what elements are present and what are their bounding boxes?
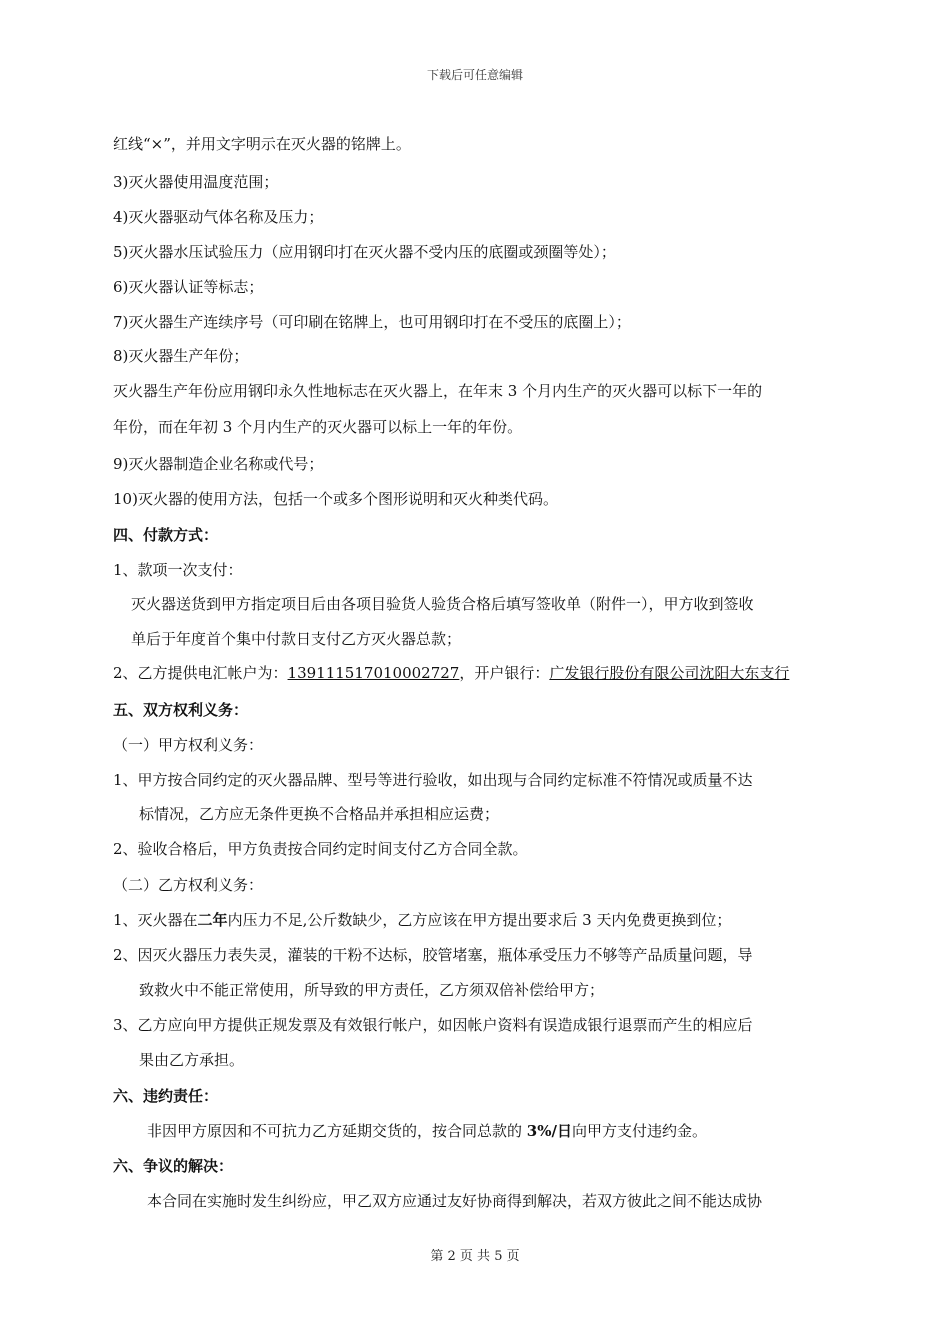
list-item: 6)灭火器认证等标志；	[113, 278, 264, 296]
page-header: 下载后可任意编辑	[426, 68, 523, 82]
page-footer: 第 2 页 共 5 页	[430, 1249, 520, 1264]
paragraph-line: 灭火器生产年份应用钢印永久性地标志在灭火器上，在年末 3 个月内生产的灭火器可以标下一年的	[113, 382, 763, 400]
paragraph-line: 灭火器送货到甲方指定项目后由各项目验货人验货合格后填写签收单（附件一），甲方收到签收	[131, 595, 754, 613]
list-item: 3)灭火器使用温度范围；	[113, 173, 279, 191]
list-item: 3、乙方应向甲方提供正规发票及有效银行帐户，如因帐户资料有误造成银行退票而产生的相应后	[113, 1016, 753, 1034]
list-item: 2、因灭火器压力表失灵，灌装的干粉不达标，胶管堵塞，瓶体承受压力不够等产品质量问题，导	[113, 946, 753, 964]
text-span: 内压力不足,公斤数缺少，乙方应该在甲方提出要求后 3 天内免费更换到位；	[227, 911, 732, 929]
bank-account-label: 2、乙方提供电汇帐户为：	[113, 664, 288, 682]
section-heading-dispute: 六、争议的解决：	[113, 1157, 234, 1175]
paragraph-line: 本合同在实施时发生纠纷应，甲乙双方应通过友好协商得到解决，若双方彼此之间不能达成协	[147, 1192, 763, 1210]
emphasis-text: 3%/日	[526, 1122, 572, 1140]
list-item: 红线“×”，并用文字明示在灭火器的铭牌上。	[113, 135, 411, 153]
list-item	[113, 910, 731, 930]
emphasis-text: 二年	[197, 911, 228, 929]
text-span: 非因甲方原因和不可抗力乙方延期交货的，按合同总款的	[147, 1122, 527, 1140]
list-item: 1、甲方按合同约定的灭火器品牌、型号等进行验收，如出现与合同约定标准不符情况或质量不达	[113, 771, 753, 789]
bank-account-number: 139111517010002727	[287, 664, 460, 682]
list-item: 5)灭火器水压试验压力（应用钢印打在灭火器不受内压的底圈或颈圈等处）；	[113, 243, 616, 261]
section-heading-rights: 五、双方权利义务：	[113, 701, 249, 719]
text-span: 1、灭火器在	[113, 911, 198, 929]
subheading-party-b: （二）乙方权利义务：	[113, 876, 264, 894]
bank-name-label: ，开户银行：	[459, 664, 550, 682]
list-item: 9)灭火器制造企业名称或代号；	[113, 455, 324, 473]
list-item: 2、验收合格后，甲方负责按合同约定时间支付乙方合同全款。	[113, 840, 528, 858]
paragraph-line	[147, 1121, 707, 1141]
list-item: 7)灭火器生产连续序号（可印刷在铭牌上，也可用钢印打在不受压的底圈上）；	[113, 313, 631, 331]
paragraph-line: 果由乙方承担。	[139, 1051, 245, 1069]
bank-name: 广发银行股份有限公司沈阳大东支行	[549, 664, 790, 682]
paragraph-line: 致救火中不能正常使用，所导致的甲方责任，乙方须双倍补偿给甲方；	[139, 981, 605, 999]
subheading-party-a: （一）甲方权利义务：	[113, 736, 264, 754]
list-item: 8)灭火器生产年份；	[113, 347, 249, 365]
text-span: 向甲方支付违约金。	[571, 1122, 707, 1140]
section-heading-payment: 四、付款方式：	[113, 526, 219, 544]
paragraph-line: 标情况，乙方应无条件更换不合格品并承担相应运费；	[139, 805, 500, 823]
list-item: 1、款项一次支付：	[113, 561, 243, 579]
list-item: 4)灭火器驱动气体名称及压力；	[113, 208, 324, 226]
bank-info-line	[113, 663, 789, 683]
list-item: 10)灭火器的使用方法，包括一个或多个图形说明和灭火种类代码。	[113, 490, 558, 508]
section-heading-liability: 六、违约责任：	[113, 1087, 219, 1105]
paragraph-line: 年份，而在年初 3 个月内生产的灭火器可以标上一年的年份。	[113, 418, 523, 436]
paragraph-line: 单后于年度首个集中付款日支付乙方灭火器总款；	[131, 630, 462, 648]
